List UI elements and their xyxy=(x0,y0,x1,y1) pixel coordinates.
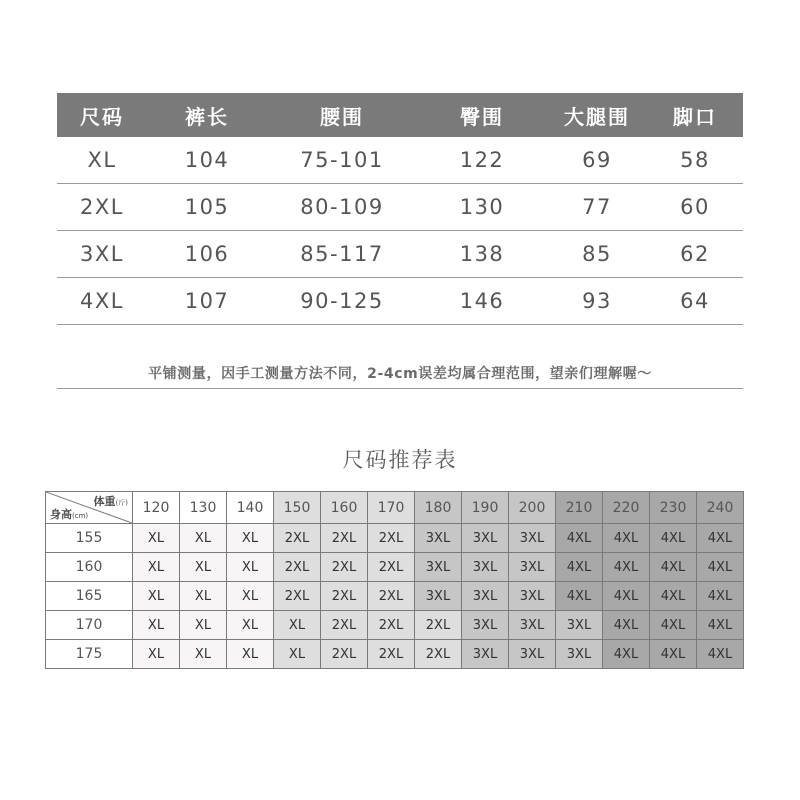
weight-header: 160 xyxy=(321,492,368,524)
cell-thigh: 69 xyxy=(582,148,612,172)
weight-header: 210 xyxy=(556,492,603,524)
height-label: 身高 xyxy=(50,508,72,521)
size-cell: 2XL xyxy=(321,611,368,640)
header-hem: 脚口 xyxy=(673,104,717,129)
height-row xyxy=(46,611,744,640)
table-row xyxy=(57,137,743,184)
header-size: 尺码 xyxy=(80,104,124,129)
size-cell: 3XL xyxy=(462,611,509,640)
size-cell: 3XL xyxy=(556,640,603,669)
cell-length: 105 xyxy=(184,195,230,219)
height-header: 165 xyxy=(46,582,133,611)
cell-size: XL xyxy=(87,148,117,172)
cell-length: 107 xyxy=(184,289,230,313)
weight-label: 体重 xyxy=(93,495,116,508)
size-cell: XL xyxy=(133,553,180,582)
size-cell: 4XL xyxy=(556,582,603,611)
cell-hem: 60 xyxy=(680,195,710,219)
height-row xyxy=(46,553,744,582)
size-cell: 3XL xyxy=(462,553,509,582)
size-cell: 4XL xyxy=(556,524,603,553)
cell-waist: 85-117 xyxy=(300,242,384,266)
size-cell: 3XL xyxy=(509,640,556,669)
cell-size: 2XL xyxy=(80,195,124,219)
size-cell: 2XL xyxy=(274,553,321,582)
header-waist: 腰围 xyxy=(320,104,364,129)
size-cell: 4XL xyxy=(650,553,697,582)
size-cell: 4XL xyxy=(650,611,697,640)
size-cell: 2XL xyxy=(368,524,415,553)
size-cell: XL xyxy=(133,611,180,640)
size-cell: 4XL xyxy=(556,553,603,582)
size-recommend-table xyxy=(45,491,744,669)
cell-size: 4XL xyxy=(80,289,124,313)
cell-thigh: 85 xyxy=(582,242,612,266)
size-cell: XL xyxy=(227,524,274,553)
cell-thigh: 77 xyxy=(582,195,612,219)
weight-header: 230 xyxy=(650,492,697,524)
size-cell: 4XL xyxy=(603,611,650,640)
size-cell: 4XL xyxy=(697,553,744,582)
size-cell: XL xyxy=(180,611,227,640)
cell-waist: 75-101 xyxy=(300,148,384,172)
size-cell: XL xyxy=(180,524,227,553)
size-cell: 3XL xyxy=(509,524,556,553)
cell-hem: 62 xyxy=(680,242,710,266)
size-cell: XL xyxy=(227,553,274,582)
size-cell: 3XL xyxy=(415,553,462,582)
size-cell: 3XL xyxy=(462,582,509,611)
size-cell: 4XL xyxy=(697,524,744,553)
cell-hip: 146 xyxy=(459,289,505,313)
table-row xyxy=(57,231,743,278)
weight-header: 120 xyxy=(133,492,180,524)
size-cell: XL xyxy=(133,640,180,669)
size-chart-header xyxy=(57,93,743,137)
cell-length: 104 xyxy=(184,148,230,172)
size-cell: XL xyxy=(180,553,227,582)
size-cell: 4XL xyxy=(650,582,697,611)
weight-header: 170 xyxy=(368,492,415,524)
size-cell: 4XL xyxy=(650,640,697,669)
cell-hip: 130 xyxy=(459,195,505,219)
cell-hip: 138 xyxy=(459,242,505,266)
size-cell: XL xyxy=(227,640,274,669)
weight-header: 130 xyxy=(180,492,227,524)
weight-header: 180 xyxy=(415,492,462,524)
size-cell: 2XL xyxy=(321,524,368,553)
cell-size: 3XL xyxy=(80,242,124,266)
size-cell: 4XL xyxy=(697,582,744,611)
size-cell: 2XL xyxy=(274,524,321,553)
size-cell: 3XL xyxy=(556,611,603,640)
header-thigh: 大腿围 xyxy=(564,104,630,129)
size-cell: 3XL xyxy=(509,553,556,582)
cell-hem: 58 xyxy=(680,148,710,172)
height-row xyxy=(46,640,744,669)
weight-header: 150 xyxy=(274,492,321,524)
corner-cell xyxy=(46,492,133,524)
size-cell: XL xyxy=(227,611,274,640)
size-cell: XL xyxy=(133,524,180,553)
header-length: 裤长 xyxy=(185,104,229,129)
height-header: 170 xyxy=(46,611,133,640)
size-cell: 4XL xyxy=(603,640,650,669)
cell-hem: 64 xyxy=(680,289,710,313)
weight-header: 220 xyxy=(603,492,650,524)
size-cell: 2XL xyxy=(368,553,415,582)
size-cell: 2XL xyxy=(415,640,462,669)
size-cell: 4XL xyxy=(603,553,650,582)
size-cell: 2XL xyxy=(321,553,368,582)
size-chart-table xyxy=(57,93,743,325)
cell-length: 106 xyxy=(184,242,230,266)
size-cell: 2XL xyxy=(368,582,415,611)
size-cell: XL xyxy=(133,582,180,611)
height-unit: (cm) xyxy=(72,512,89,520)
weight-header: 140 xyxy=(227,492,274,524)
height-header: 160 xyxy=(46,553,133,582)
weight-header-row xyxy=(46,492,744,524)
cell-waist: 80-109 xyxy=(300,195,384,219)
size-cell: 3XL xyxy=(462,640,509,669)
size-cell: 2XL xyxy=(274,582,321,611)
size-cell: XL xyxy=(180,640,227,669)
weight-axis-label xyxy=(94,493,128,509)
size-cell: XL xyxy=(180,582,227,611)
weight-unit: (斤) xyxy=(115,499,128,507)
size-cell: 2XL xyxy=(368,611,415,640)
table-row xyxy=(57,184,743,231)
size-cell: 4XL xyxy=(650,524,697,553)
size-cell: 2XL xyxy=(415,611,462,640)
size-cell: XL xyxy=(227,582,274,611)
size-cell: 3XL xyxy=(415,582,462,611)
size-cell: 2XL xyxy=(321,582,368,611)
height-header: 155 xyxy=(46,524,133,553)
size-cell: 4XL xyxy=(603,582,650,611)
height-axis-label xyxy=(50,506,88,522)
weight-header: 200 xyxy=(509,492,556,524)
measurement-note: 平铺测量，因手工测量方法不同，2-4cm误差均属合理范围，望亲们理解喔～ xyxy=(57,360,743,389)
size-cell: 4XL xyxy=(697,611,744,640)
size-cell: 4XL xyxy=(697,640,744,669)
recommend-title: 尺码推荐表 xyxy=(342,448,458,472)
cell-hip: 122 xyxy=(459,148,505,172)
header-hip: 臀围 xyxy=(460,104,504,129)
size-cell: 2XL xyxy=(368,640,415,669)
size-cell: XL xyxy=(274,640,321,669)
cell-thigh: 93 xyxy=(582,289,612,313)
weight-header: 240 xyxy=(697,492,744,524)
table-row xyxy=(57,278,743,325)
cell-waist: 90-125 xyxy=(300,289,384,313)
size-cell: 2XL xyxy=(321,640,368,669)
size-cell: 3XL xyxy=(462,524,509,553)
size-cell: 3XL xyxy=(509,582,556,611)
weight-header: 190 xyxy=(462,492,509,524)
size-cell: 3XL xyxy=(509,611,556,640)
size-cell: XL xyxy=(274,611,321,640)
size-cell: 3XL xyxy=(415,524,462,553)
height-row xyxy=(46,582,744,611)
height-row xyxy=(46,524,744,553)
height-header: 175 xyxy=(46,640,133,669)
size-cell: 4XL xyxy=(603,524,650,553)
